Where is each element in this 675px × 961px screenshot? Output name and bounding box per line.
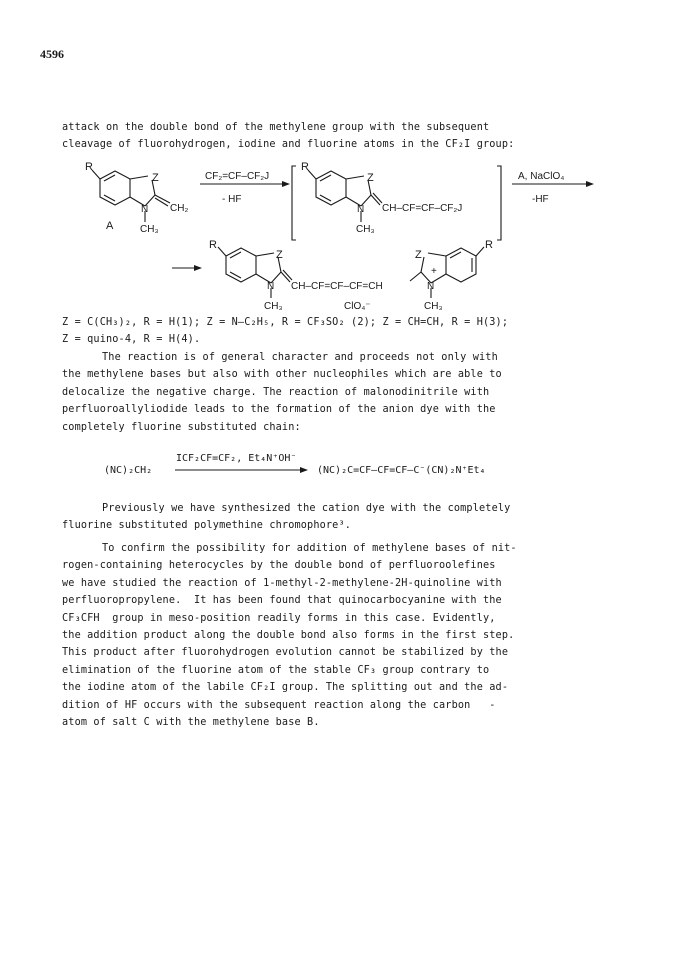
perchlorate-anion: ClO₄⁻ bbox=[344, 301, 371, 312]
intermediate-chain: CH–CF=CF–CF₂J bbox=[382, 203, 463, 214]
text-line: Z = quino-4, R = H(4). bbox=[62, 334, 201, 346]
intro-paragraph bbox=[62, 119, 622, 154]
reagent-malonodinitrile: (NC)₂CH₂ bbox=[104, 465, 153, 476]
substituent-r: R bbox=[85, 161, 93, 173]
substituent-r: R bbox=[209, 239, 217, 251]
methylene-ch2: CH₂ bbox=[170, 203, 189, 214]
benzene-ring-a bbox=[100, 171, 130, 205]
reaction-scheme-product bbox=[0, 236, 675, 316]
substituent-r: R bbox=[485, 239, 493, 251]
atom-n: N bbox=[427, 281, 435, 292]
polymethine-chain: CH–CF=CF–CF=CH bbox=[291, 281, 383, 292]
methyl-ch3: CH₃ bbox=[424, 301, 443, 312]
anion-dye-product: (NC)₂C=CF–CF=CF–C⁻(CN)₂N⁺Et₄ bbox=[317, 465, 486, 476]
methyl-ch3: CH₃ bbox=[356, 224, 375, 235]
arrow2-reagent: A, NaClO₄ bbox=[518, 171, 565, 182]
arrow1-reagent: CF₂=CF–CF₂J bbox=[205, 171, 270, 182]
positive-charge: + bbox=[431, 266, 437, 277]
page-number: 4596 bbox=[40, 47, 64, 61]
label-a: A bbox=[106, 220, 114, 232]
text-line: elimination of the fluorine atom of the stable CF₃ group contrary to bbox=[62, 664, 490, 676]
text-line: The reaction is of general character and proceeds not only with bbox=[102, 352, 498, 363]
text-line: delocalize the negative charge. The reaction of malonodinitrile with bbox=[62, 386, 490, 398]
text-line: perfluoropropylene. It has been found that quinocarbocyanine with the bbox=[62, 595, 502, 607]
text-line: attack on the double bond of the methylene group with the subsequent bbox=[62, 122, 490, 133]
text-line: the iodine atom of the labile CF₂I group. The splitting out and the ad- bbox=[62, 682, 509, 694]
arrow2-byproduct: -HF bbox=[532, 194, 549, 205]
text-line: Z = C(CH₃)₂, R = H(1); Z = N–C₂H₅, R = CF₃SO₂ (2); Z = CH=CH, R = H(3); bbox=[62, 317, 509, 328]
paragraph-3 bbox=[62, 540, 622, 731]
text-line: rogen-containing heterocycles by the double bond of perfluoroolefines bbox=[62, 560, 496, 572]
text-line: completely fluorine substituted chain: bbox=[62, 421, 301, 433]
text-line: atom of salt C with the methylene base B. bbox=[62, 717, 320, 729]
text-line: the methylene bases but also with other nucleophiles which are able to bbox=[62, 369, 502, 381]
reaction-conditions: ICF₂CF=CF₂, Et₄N⁺OH⁻ bbox=[176, 453, 297, 464]
atom-z: Z bbox=[276, 249, 283, 261]
atom-z: Z bbox=[415, 249, 422, 261]
equation-2 bbox=[0, 440, 675, 490]
text-line: cleavage of fluorohydrogen, iodine and fluorine atoms in the CF₂I group: bbox=[62, 139, 515, 151]
paragraph-1 bbox=[62, 349, 622, 436]
methyl-ch3: CH₃ bbox=[264, 301, 283, 312]
text-line: To confirm the possibility for addition of methylene bases of nit- bbox=[102, 543, 517, 554]
text-line: CF₃CFH group in meso-position readily forms in this case. Evidently, bbox=[62, 612, 496, 624]
paragraph-2 bbox=[62, 500, 622, 535]
substituent-r: R bbox=[301, 161, 309, 173]
text-line: fluorine substituted polymethine chromophore³. bbox=[62, 520, 352, 532]
text-line: we have studied the reaction of 1-methyl-2-methylene-2H-quinoline with bbox=[62, 577, 502, 589]
atom-n: N bbox=[141, 204, 149, 215]
text-line: the addition product along the double bond also forms in the first step. bbox=[62, 630, 515, 642]
methyl-ch3: CH₃ bbox=[140, 224, 159, 235]
atom-n: N bbox=[357, 204, 365, 215]
text-line: Previously we have synthesized the cation dye with the completely bbox=[102, 503, 511, 514]
definitions bbox=[62, 314, 622, 349]
atom-z: Z bbox=[367, 172, 374, 184]
text-line: dition of HF occurs with the subsequent reaction along the carbon - bbox=[62, 699, 496, 711]
atom-z: Z bbox=[152, 172, 159, 184]
atom-n: N bbox=[267, 281, 275, 292]
benzene-ring-intermediate bbox=[316, 171, 346, 205]
arrow1-byproduct: - HF bbox=[222, 194, 242, 205]
text-line: This product after fluorohydrogen evolution cannot be stabilized by the bbox=[62, 647, 509, 659]
text-line: perfluoroallyliodide leads to the formation of the anion dye with the bbox=[62, 404, 496, 416]
